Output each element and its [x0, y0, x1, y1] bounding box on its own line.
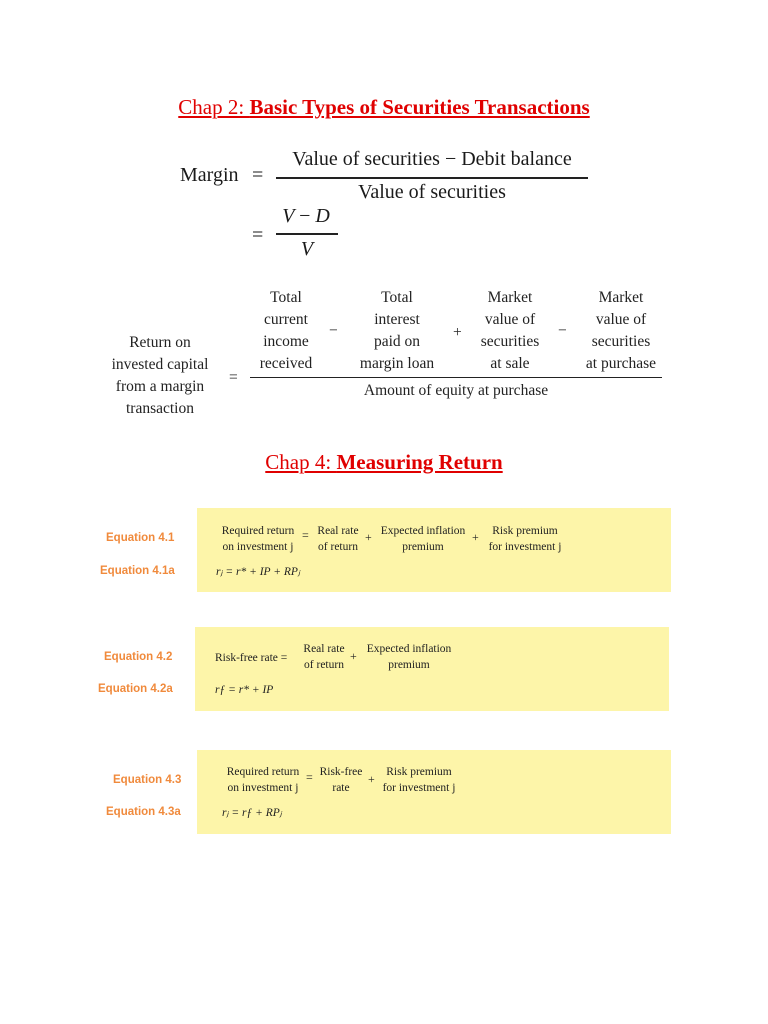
margin-short-denominator: V	[300, 238, 314, 260]
term-line: Market	[487, 289, 533, 306]
equation-4-1-label: Equation 4.1	[106, 532, 175, 544]
var-v: V	[282, 205, 295, 227]
term-line: rate	[332, 782, 350, 794]
return-lhs-line: transaction	[125, 400, 194, 417]
chap2-prefix: Chap 2:	[178, 95, 250, 119]
eq43-equals: =	[306, 770, 313, 784]
return-lhs-line: invested capital	[111, 356, 209, 373]
term-line: Total	[270, 289, 302, 306]
term-line: on investment j	[222, 541, 294, 553]
term-market-value-sale	[472, 287, 548, 375]
chap2-title: Basic Types of Securities Transactions	[249, 95, 590, 119]
term-total-interest	[352, 287, 442, 375]
term-line: premium	[402, 541, 444, 553]
eq42-expected-inflation	[360, 641, 458, 673]
short-fraction-bar	[276, 233, 338, 235]
term-line: Market	[598, 289, 644, 306]
var-d: D	[315, 205, 330, 227]
return-denominator: Amount of equity at purchase	[363, 382, 549, 399]
eq41-required-return	[212, 523, 304, 555]
op-plus: +	[453, 324, 462, 341]
chap4-heading	[0, 450, 768, 475]
eq43a-formula: rⱼ = rƒ + RPⱼ	[222, 807, 282, 819]
term-line: value of	[484, 311, 536, 328]
term-line: of return	[318, 541, 358, 553]
term-line: interest	[374, 311, 420, 328]
term-line: Risk premium	[492, 525, 558, 537]
term-line: at purchase	[585, 355, 657, 372]
eq42-plus: +	[350, 649, 357, 663]
term-line: received	[259, 355, 313, 372]
margin-fraction-bar	[276, 177, 588, 179]
equation-4-3a-label: Equation 4.3a	[106, 806, 181, 818]
margin-eq1: =	[252, 164, 264, 186]
term-line: Risk-free	[319, 766, 363, 778]
term-line: Real rate	[317, 525, 359, 537]
term-line: at sale	[490, 355, 530, 372]
eq43-required-return	[218, 764, 308, 796]
equation-4-2a-label: Equation 4.2a	[98, 683, 173, 695]
term-line: Expected inflation	[380, 525, 466, 537]
margin-eq2: =	[252, 224, 264, 246]
term-line: paid on	[373, 333, 421, 350]
term-line: current	[264, 311, 308, 328]
eq41-expected-inflation	[374, 523, 472, 555]
margin-short-numerator	[274, 205, 338, 228]
equation-4-2-label: Equation 4.2	[104, 651, 173, 663]
eq42-lhs: Risk-free rate =	[215, 652, 288, 664]
term-line: Total	[381, 289, 413, 306]
return-fraction-bar	[250, 377, 662, 378]
term-line: value of	[595, 311, 647, 328]
chap4-prefix: Chap 4:	[265, 450, 337, 474]
return-lhs-line: Return on	[129, 334, 191, 351]
term-line: Real rate	[303, 643, 345, 655]
term-line: on investment j	[227, 782, 299, 794]
term-line: for investment j	[488, 541, 562, 553]
eq41-plus-2: +	[472, 530, 479, 544]
term-line: for investment j	[382, 782, 456, 794]
eq43-risk-free	[314, 764, 368, 796]
term-line: securities	[591, 333, 651, 350]
term-line: of return	[304, 659, 344, 671]
term-line: income	[263, 333, 309, 350]
chap4-title: Measuring Return	[336, 450, 503, 474]
return-eq: =	[229, 369, 238, 386]
eq41a-formula: rⱼ = r* + IP + RPⱼ	[216, 566, 300, 578]
term-line: Required return	[221, 525, 295, 537]
term-market-value-purchase	[578, 287, 664, 375]
eq41-plus-1: +	[365, 530, 372, 544]
term-total-current-income	[250, 287, 322, 375]
eq43-plus: +	[368, 772, 375, 786]
eq41-equals: =	[302, 528, 309, 542]
margin-denominator: Value of securities	[358, 181, 506, 203]
chap2-heading	[0, 95, 768, 120]
equation-4-3-label: Equation 4.3	[113, 774, 182, 786]
minus: −	[299, 205, 311, 227]
term-line: Risk premium	[386, 766, 452, 778]
op-minus-2: −	[558, 322, 567, 339]
term-line: margin loan	[359, 355, 435, 372]
margin-lhs: Margin	[180, 164, 239, 186]
return-lhs-line: from a margin	[115, 378, 205, 395]
term-line: Required return	[226, 766, 300, 778]
eq42-real-rate	[298, 641, 350, 673]
eq43-risk-premium	[376, 764, 462, 796]
eq42a-formula: rƒ = r* + IP	[215, 684, 274, 696]
term-line: premium	[388, 659, 430, 671]
term-line: Expected inflation	[366, 643, 452, 655]
eq41-risk-premium	[482, 523, 568, 555]
term-line: securities	[480, 333, 540, 350]
return-lhs	[100, 332, 220, 420]
equation-4-1a-label: Equation 4.1a	[100, 565, 175, 577]
margin-numerator: Value of securities − Debit balance	[292, 148, 572, 170]
eq41-real-rate	[310, 523, 366, 555]
op-minus-1: −	[329, 322, 338, 339]
